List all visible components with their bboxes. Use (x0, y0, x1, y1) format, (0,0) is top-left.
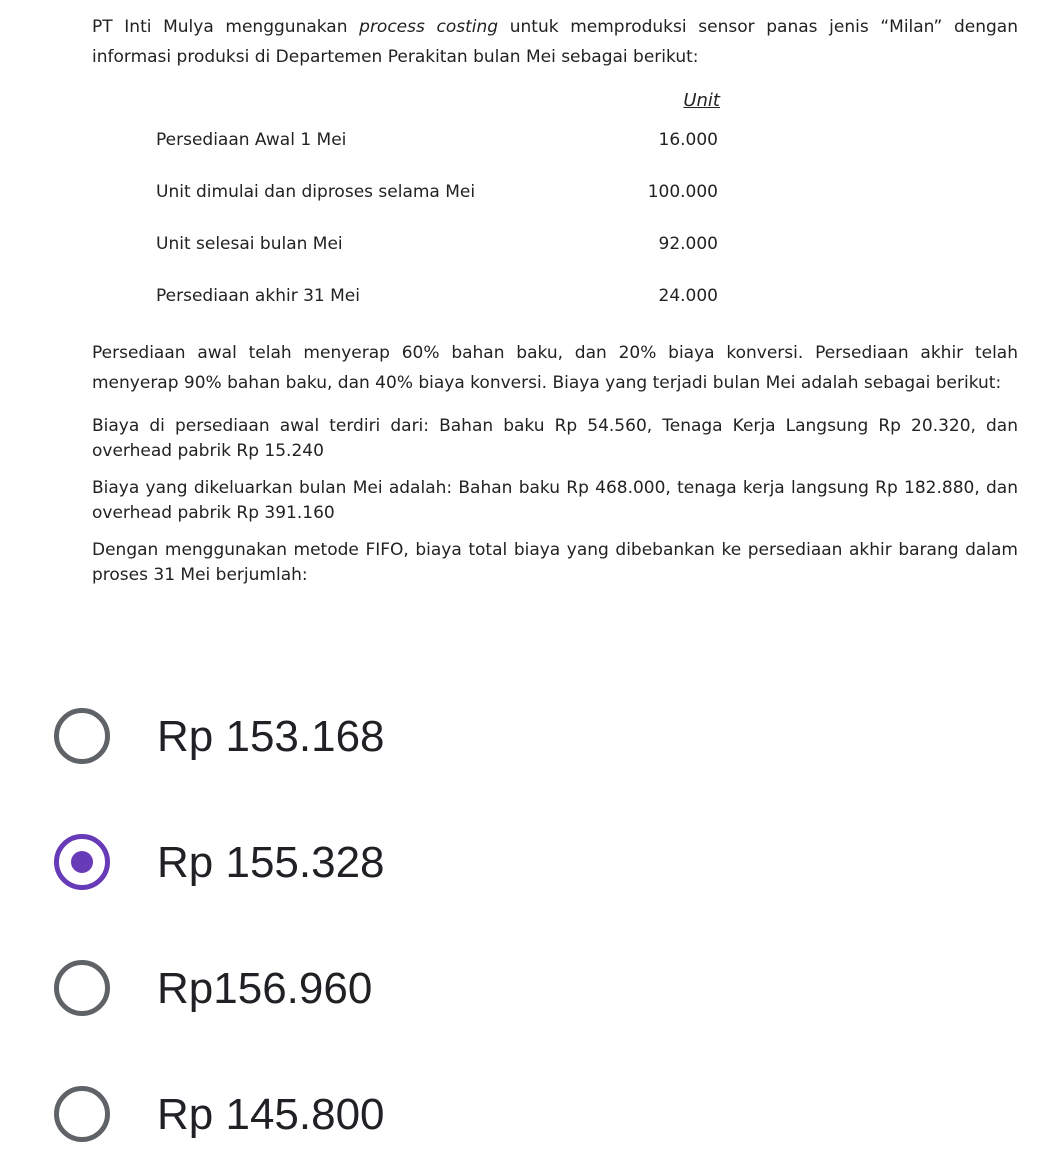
question-block (92, 12, 1018, 588)
answer-option[interactable] (0, 686, 1041, 786)
table-row (92, 130, 1018, 182)
row-value: 92.000 (658, 234, 718, 254)
option-label[interactable]: Rp 155.328 (157, 838, 385, 887)
unit-table-header (92, 90, 1018, 130)
unit-table (92, 130, 1018, 338)
answer-option[interactable] (0, 938, 1041, 1038)
row-value: 100.000 (647, 182, 718, 202)
answer-option[interactable] (0, 812, 1041, 912)
table-row (92, 182, 1018, 234)
row-label: Persediaan akhir 31 Mei (156, 286, 360, 306)
option-label[interactable]: Rp 145.800 (157, 1090, 385, 1139)
radio-button[interactable] (54, 708, 110, 764)
beginning-cost-paragraph: Biaya di persediaan awal terdiri dari: Bahan baku Rp 54.560, Tenaga Kerja Langsung Rp 20.320, dan overhead pabrik Rp 15.240 (92, 416, 1018, 461)
radio-dot-icon (71, 851, 93, 873)
may-cost-paragraph: Biaya yang dikeluarkan bulan Mei adalah: Bahan baku Rp 468.000, tenaga kerja langsung Rp 182.880, dan overhead pabrik Rp 391.160 (92, 478, 1018, 523)
radio-button-selected[interactable] (54, 834, 110, 890)
table-row (92, 286, 1018, 338)
intro-text-italic: process costing (359, 17, 499, 37)
intro-text-end: untuk memproduksi sensor panas jenis “Milan” dengan informasi produksi di Departemen Perakitan bulan Mei sebagai berikut: (92, 17, 1018, 67)
row-label: Persediaan Awal 1 Mei (156, 130, 347, 150)
unit-column-header: Unit (683, 90, 720, 111)
row-label: Unit selesai bulan Mei (156, 234, 343, 254)
radio-button[interactable] (54, 960, 110, 1016)
row-label: Unit dimulai dan diproses selama Mei (156, 182, 476, 202)
question-prompt: Dengan menggunakan metode FIFO, biaya total biaya yang dibebankan ke persediaan akhir barang dalam proses 31 Mei berjumlah: (92, 540, 1018, 585)
completion-paragraph: Persediaan awal telah menyerap 60% bahan baku, dan 20% biaya konversi. Persediaan akhir telah menyerap 90% bahan baku, dan 40% biaya konversi. Biaya yang terjadi bulan Mei adalah sebagai berikut: (92, 343, 1018, 393)
answer-option[interactable] (0, 1064, 1041, 1164)
row-value: 16.000 (658, 130, 718, 150)
intro-text-start: PT Inti Mulya menggunakan (92, 17, 360, 37)
option-label[interactable]: Rp 153.168 (157, 712, 385, 761)
table-row (92, 234, 1018, 286)
radio-button[interactable] (54, 1086, 110, 1142)
question-intro (92, 12, 1018, 72)
option-label[interactable]: Rp156.960 (157, 964, 373, 1013)
row-value: 24.000 (658, 286, 718, 306)
